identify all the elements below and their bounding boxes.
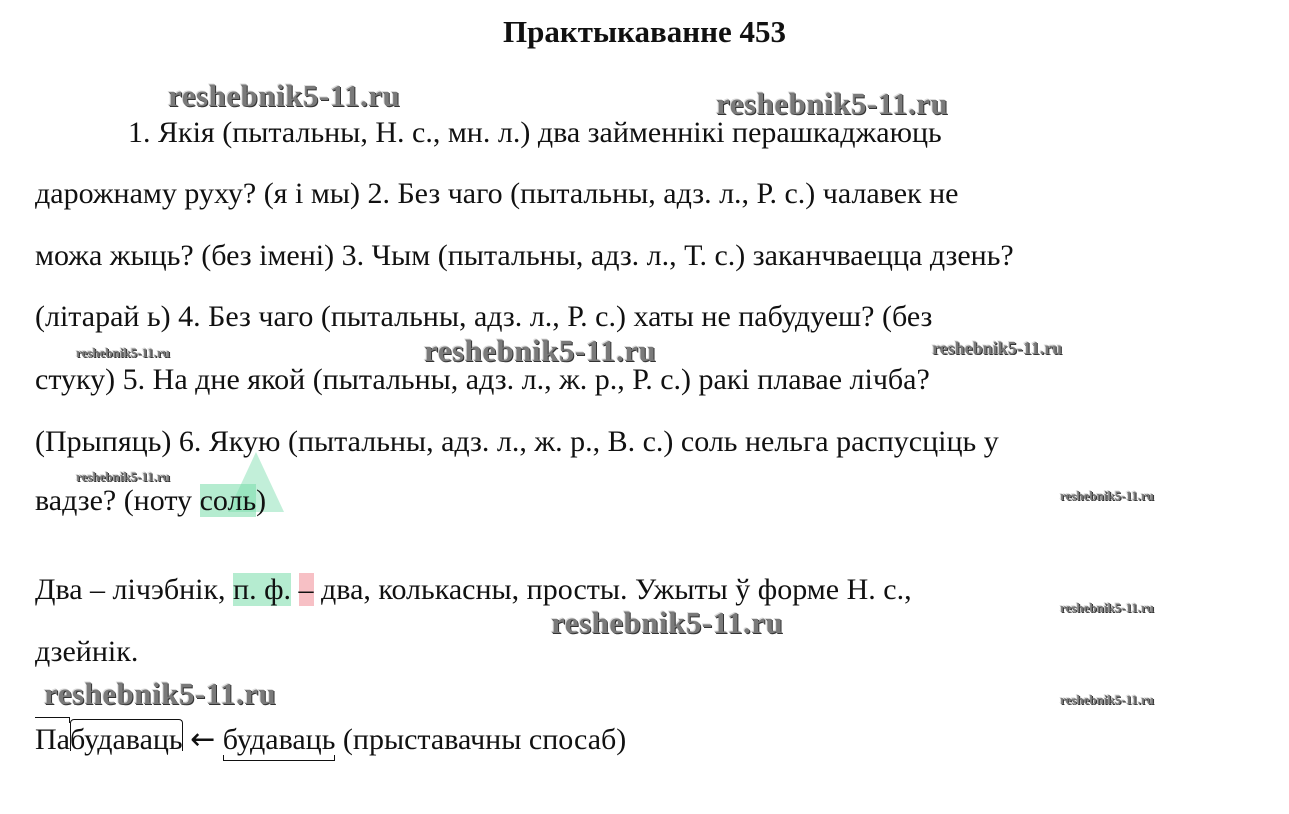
watermark: reshebnik5-11.ru [1060, 488, 1155, 503]
line-text: вадзе? (ноту [35, 484, 200, 517]
analysis-text: Два – лічэбнік, [35, 573, 234, 606]
arrow-left-icon: ← [190, 722, 216, 757]
highlighted-dash: – [298, 573, 314, 606]
highlighted-abbr: п. ф. [233, 573, 292, 606]
watermark: reshebnik5-11.ru [76, 345, 171, 360]
watermark: reshebnik5-11.ru [424, 333, 657, 368]
watermark: reshebnik5-11.ru [551, 605, 784, 640]
watermark: reshebnik5-11.ru [716, 86, 949, 121]
line-text: ) [256, 484, 267, 517]
prefix-mark [35, 717, 70, 723]
text-line: (літарай ь) 4. Без чаго (пытальны, адз. л., Р. с.) хаты не пабудуеш? (без [35, 300, 933, 333]
watermark: reshebnik5-11.ru [1060, 692, 1155, 707]
analysis-text: два, колькасны, просты. Ужыты ў форме Н. с., [313, 573, 912, 606]
source-word [223, 723, 336, 757]
text-line: (Прыпяць) 6. Якую (пытальны, адз. л., ж. р., В. с.) соль нельга распусціць у [35, 425, 999, 458]
analysis-line: дзейнік. [35, 635, 139, 668]
base-mark [70, 719, 183, 751]
page-title: Практыкаванне 453 [502, 14, 786, 49]
derivational-base [70, 723, 183, 757]
text-line: 1. Якія (пытальны, Н. с., мн. л.) два займеннікі перашкаджаюць [128, 116, 942, 149]
watermark: reshebnik5-11.ru [44, 676, 277, 711]
source-text: будаваць [222, 723, 336, 756]
method-note: (прыставачны спосаб) [335, 723, 627, 756]
text-line [35, 484, 266, 518]
source-mark [223, 755, 336, 761]
watermark: reshebnik5-11.ru [168, 78, 401, 113]
prefix-morpheme [35, 723, 70, 757]
text-line: стуку) 5. На дне якой (пытальны, адз. л., ж. р., Р. с.) ракі плавае лічба? [35, 363, 930, 396]
text-line: дарожнаму руху? (я і мы) 2. Без чаго (пытальны, адз. л., Р. с.) чалавек не [35, 177, 959, 210]
watermark: reshebnik5-11.ru [932, 338, 1063, 358]
text-line: можа жыць? (без імені) 3. Чым (пытальны, адз. л., Т. с.) заканчваецца дзень? [35, 239, 1014, 272]
prefix-text: Па [35, 723, 70, 756]
base-text: будаваць [69, 723, 183, 756]
watermark: reshebnik5-11.ru [1060, 600, 1155, 615]
analysis-line [35, 573, 912, 607]
highlighted-word: соль [199, 484, 257, 517]
analysis-text [291, 573, 299, 606]
word-formation-line [35, 722, 626, 757]
watermark: reshebnik5-11.ru [76, 469, 171, 484]
